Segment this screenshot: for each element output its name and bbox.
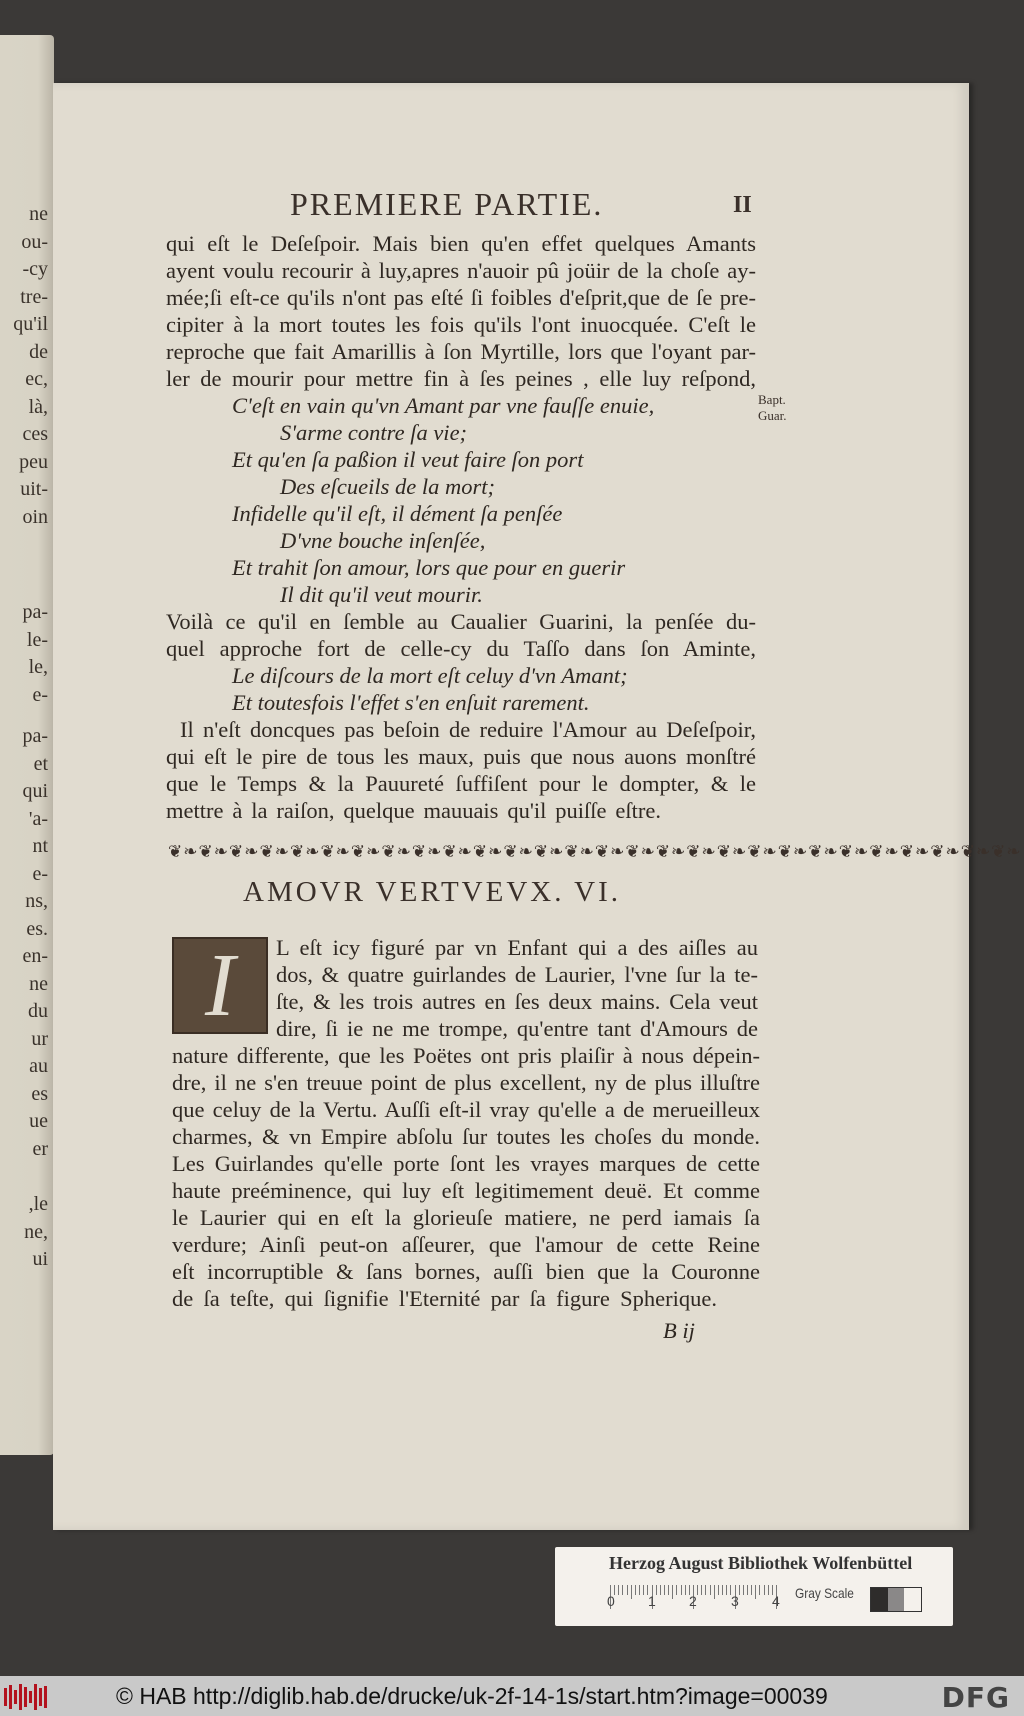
facing-page-text-fragment: ou- [21,230,48,253]
ruler-tick [639,1585,640,1595]
text-line: le Laurier qui en eſt la glorieuſe matiere, ne perd iamais ſa [172,1205,760,1230]
ruler-tick [681,1585,682,1595]
facing-page-text-fragment: es [31,1082,48,1105]
facing-page-text-fragment: pa- [22,601,48,623]
text-line: ler de mourir pour mettre fin à ſes peines , elle luy reſpond, [166,366,756,391]
ruler-tick [618,1585,619,1595]
text-line: de ſa teſte, qui ſignifie l'Eternité par ſa figure Spherique. [172,1286,717,1311]
ruler-tick [660,1585,661,1595]
facing-page-text-fragment: ,le [28,1193,48,1215]
text-line: dos, & quatre guirlandes de Laurier, l'vne ſur la te- [276,962,758,987]
facing-page-text-fragment: ec, [25,368,48,390]
text-line: Les Guirlandes qu'elle porte ſont les vrayes marques de cette [172,1151,760,1176]
facing-page-text-fragment: es. [26,917,48,940]
ruler-tick [705,1585,706,1595]
ruler-tick [718,1585,719,1595]
decorated-initial [172,937,268,1034]
facing-page-text-fragment: ne [29,972,48,995]
facing-page-text-fragment: peu [19,450,48,473]
facing-page-text-fragment: uit- [20,478,48,500]
ruler-tick [743,1585,744,1595]
verse-line: Et trahit ſon amour, lors que pour en guerir [232,555,626,580]
text-line: dire, ſi ie ne me trompe, qu'entre tant d'Amours de [276,1016,758,1041]
text-line: charmes, & vn Empire abſolu ſur toutes les choſes du monde. [172,1124,760,1149]
facing-page-text-fragment: de [29,340,48,363]
text-line: cipiter à la mort toutes les fois qu'ils l'ont inuocquée. C'eſt le [166,312,756,337]
facing-page-text-fragment: e- [32,862,48,885]
text-line: quel approche fort de celle-cy du Taſſo dans ſon Aminte, [166,636,756,661]
page-number: II [733,192,752,218]
text-line: reproche que fait Amarillis à ſon Myrtille, lors que l'oyant par- [166,339,756,364]
ruler-tick [747,1585,748,1595]
source-url[interactable]: © HAB http://diglib.hab.de/drucke/uk-2f-14-1s/start.htm?image=00039 [116,1683,828,1709]
text-line: Il n'eſt doncques pas beſoin de reduire l'Amour au Deſeſpoir, [180,717,756,742]
verse-line: Et toutesfois l'effet s'en enſuit rarement. [232,690,590,715]
scale-card [555,1547,953,1626]
facing-page-text-fragment: tre- [20,285,48,308]
marginal-note: Bapt. [758,392,786,407]
ruler-label: 2 [689,1593,697,1609]
text-line: ſte, & les trois autres en ſes deux mains. Cela veut [276,989,758,1014]
section-title: AMOVR VERTVEVX. VI. [243,876,622,908]
ruler-label: 0 [607,1593,615,1609]
ruler-tick [701,1585,702,1595]
ruler-label: 1 [648,1593,656,1609]
facing-page-text-fragment: 'a- [28,807,48,830]
ruler-tick [664,1585,665,1595]
ruler-tick [697,1585,698,1595]
ruler-tick [627,1585,628,1595]
verse-line: Des eſcueils de la mort; [280,474,495,499]
dfg-logo: DFG [941,1681,1010,1714]
running-head: PREMIERE PARTIE. [290,186,604,222]
swatch-light [904,1588,921,1611]
facing-page-text-fragment: ur [31,1027,48,1050]
signature-mark: B ij [663,1318,695,1343]
verse-line: S'arme contre ſa vie; [280,420,468,445]
verse-line: Le diſcours de la mort eſt celuy d'vn Amant; [232,663,628,688]
facing-page-text-fragment: ns, [25,890,48,912]
text-line: L eſt icy figuré par vn Enfant qui a des aiſles au [276,935,758,960]
ornamental-rule: ❦❧❦❧❦❧❦❧❦❧❦❧❦❧❦❧❦❧❦❧❦❧❦❧❦❧❦❧❦❧❦❧❦❧❦❧❦❧❦❧❦❧❦❧❦❧❦❧❦❧❦❧❦❧❦❧ [168,842,1022,862]
facing-page-text-fragment: nt [32,835,48,857]
ruler-tick [685,1585,686,1595]
ruler-tick [631,1585,632,1599]
ruler-tick [676,1585,677,1595]
facing-page-text-fragment: er [32,1137,48,1160]
footer-bar [0,1676,1024,1716]
verse-line: Et qu'en ſa paßion il veut faire ſon port [232,447,584,472]
facing-page-text-fragment: ne [29,203,48,225]
facing-page-text-fragment: qui [22,780,48,802]
text-line: nature differente, que les Poëtes ont pris plaiſir à nous dépein- [172,1043,760,1068]
text-line: qui eſt le Deſeſpoir. Mais bien qu'en effet quelques Amants [166,231,756,256]
text-line: dre, il ne s'en treuue point de plus excellent, ny de plus illuſtre [172,1070,760,1095]
ruler-label: 4 [772,1593,780,1609]
facing-page-text-fragment: ne, [24,1220,48,1243]
facing-page-text-fragment: le, [28,656,48,678]
facing-page-text-fragment: pa- [22,725,48,747]
text-line: Voilà ce qu'il en ſemble au Caualier Guarini, la penſée du- [166,609,756,634]
text-line: mée;ſi eſt-ce qu'ils n'ont pas eſté ſi foibles d'eſprit,que de ſe pre- [166,285,756,310]
facing-page-text-fragment: là, [28,395,48,418]
text-line: verdure; Ainſi peut-on aſſeurer, que l'amour de cette Reine [172,1232,760,1257]
text-line: mettre à la raiſon, quelque mauuais qu'il puiſſe eſtre. [166,798,661,823]
ruler-tick [764,1585,765,1595]
facing-page-text-fragment: e- [32,683,48,706]
facing-page-text-fragment: ces [22,423,48,445]
marginal-note: Guar. [758,408,787,423]
text-line: que celuy de la Vertu. Auſſi eſt-il vray qu'elle a de merueilleux [172,1097,760,1122]
ruler-tick [722,1585,723,1595]
verse-line: Infidelle qu'il eſt, il dément ſa penſée [232,501,563,526]
facing-page-edge [0,35,54,1455]
ruler-tick [635,1585,636,1595]
text-line: qui eſt le pire de tous les maux, puis que nous auons monſtré [166,744,756,769]
ruler-tick [768,1585,769,1595]
swatch-mid [888,1588,905,1611]
library-name: Herzog August Bibliothek Wolfenbüttel [609,1553,913,1573]
ruler-tick [622,1585,623,1595]
ruler-tick [751,1585,752,1595]
facing-page-text-fragment: du [28,1000,48,1022]
ruler-tick [755,1585,756,1599]
facing-page-text-fragment: ue [29,1110,48,1132]
text-line: que le Temps & la Pauureté ſuffiſent pour le dompter, & le [166,771,756,796]
verse-line: C'eſt en vain qu'vn Amant par vne fauſſe enuie, [232,393,655,418]
facing-page-text-fragment: le- [26,628,48,651]
facing-page-text-fragment: et [33,752,48,775]
text-line: haute preéminence, qui luy eſt legitimement deuë. Et comme [172,1178,760,1203]
text-line: eſt incorruptible & ſans bornes, auſſi bien que la Couronne [172,1259,760,1284]
ruler-label: 3 [731,1593,739,1609]
text-line: ayent voulu recourir à luy,apres n'auoir pû joüir de la choſe ay- [166,258,756,283]
ruler-tick [672,1585,673,1599]
drop-cap-letter: I [205,935,235,1035]
gray-scale-swatch [870,1587,922,1612]
facing-page-text-fragment: -cy [22,258,48,280]
ruler-tick [714,1585,715,1599]
ruler-tick [759,1585,760,1595]
facing-page-text-fragment: qu'il [13,313,48,335]
hab-logo-icon [4,1684,48,1710]
ruler-tick [710,1585,711,1595]
ruler-tick [726,1585,727,1595]
swatch-dark [871,1588,888,1611]
ruler-tick [668,1585,669,1595]
facing-page-text-fragment: en- [22,945,48,967]
facing-page-text-fragment: ui [32,1248,48,1270]
facing-page-text-fragment: au [29,1055,48,1077]
gray-scale-label: Gray Scale [795,1585,854,1601]
ruler-tick [643,1585,644,1595]
verse-line: D'vne bouche inſenſée, [280,528,486,553]
verse-line: Il dit qu'il veut mourir. [280,582,483,607]
facing-page-text-fragment: oin [22,505,48,528]
